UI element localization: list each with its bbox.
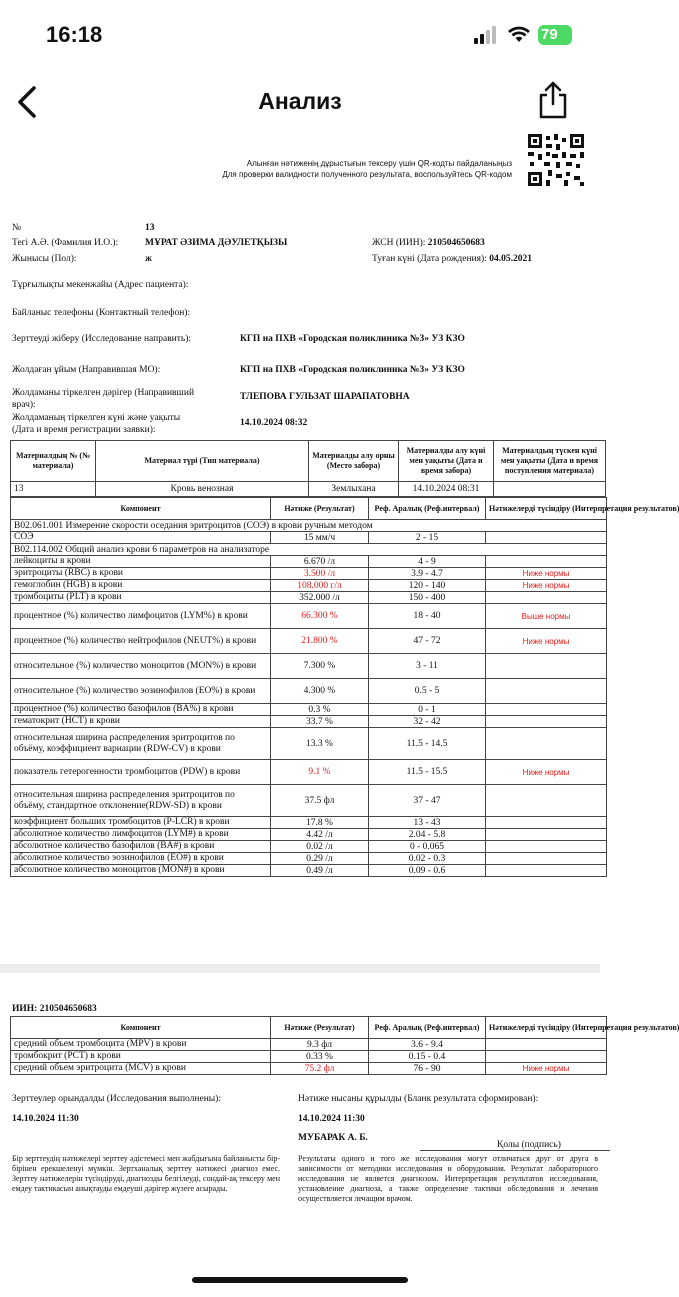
reference-cell: 120 - 140: [369, 580, 486, 592]
done-label: Зерттеулер орындалды (Исследования выполнены):: [12, 1094, 221, 1104]
table-row: [11, 568, 607, 580]
table-row: [11, 841, 607, 853]
interpretation-cell: [486, 704, 607, 716]
dob-value: 04.05.2021: [489, 254, 532, 264]
page-separator: [0, 964, 600, 973]
table-row: [11, 760, 607, 785]
reg-value: 14.10.2024 08:32: [240, 418, 308, 428]
reference-cell: 0.5 - 5: [369, 679, 486, 704]
battery-level: 79: [541, 26, 558, 43]
no-label: №: [12, 223, 22, 233]
table-row: [11, 785, 607, 817]
iin-value: 210504650683: [427, 238, 485, 248]
table-row: [11, 865, 607, 877]
result-cell: 15 мм/ч: [271, 532, 369, 544]
battery-indicator: [538, 25, 572, 45]
sex-value: ж: [145, 254, 152, 264]
page-title: Анализ: [258, 88, 342, 114]
reference-cell: 0 - 1: [369, 704, 486, 716]
reference-cell: 0.02 - 0.3: [369, 853, 486, 865]
mo-label: Жолдаған ұйым (Направившая МО):: [12, 365, 161, 375]
reference-cell: 47 - 72: [369, 629, 486, 654]
reg-label: [12, 412, 180, 436]
table-row: [11, 580, 607, 592]
material-header-cell: Материал түрі (Тип материала): [96, 441, 309, 482]
interpretation-cell: [486, 1039, 607, 1051]
table-row: [11, 704, 607, 716]
interpretation-cell: [486, 785, 607, 817]
result-cell: 0.02 /л: [271, 841, 369, 853]
interpretation-cell: [486, 716, 607, 728]
section-title: В02.114.002 Общий анализ крови 6 параметров на анализаторе: [11, 544, 607, 556]
result-cell: 352.000 /л: [271, 592, 369, 604]
component-cell: относительное (%) количество моноцитов (MON%) в крови: [11, 654, 271, 679]
table-row: [11, 817, 607, 829]
component-cell: тромбокрит (PCT) в крови: [11, 1051, 271, 1063]
component-cell: абсолютное количество моноцитов (MON#) в крови: [11, 865, 271, 877]
reg-label-line1: Жолдаманың тіркелген күні және уақыты: [12, 413, 181, 423]
material-row: [11, 482, 606, 497]
material-header-cell: Материалдың түскен күні мен уақыты (Дата и время поступления материала): [494, 441, 606, 482]
results-header-cell: Нәтижелерді түсіндіру (Интерпретация результатов): [486, 498, 607, 520]
dob-field: [372, 254, 532, 264]
table-row: [11, 556, 607, 568]
interpretation-cell: [486, 592, 607, 604]
qr-note-kz: Алынған нәтиженің дұрыстығын тексеру үшін QR-кодты пайдаланыңыз: [246, 159, 512, 168]
doctor-label-line2: врач):: [12, 400, 36, 410]
results-header-cell: Нәтиже (Результат): [271, 1017, 369, 1039]
wifi-icon: [508, 25, 530, 43]
table-row: [11, 728, 607, 760]
reference-cell: 18 - 40: [369, 604, 486, 629]
material-cell: 13: [11, 482, 96, 497]
result-cell: 0.3 %: [271, 704, 369, 716]
doctor-label: [12, 387, 194, 411]
table-row: [11, 629, 607, 654]
component-cell: процентное (%) количество нейтрофилов (NEUT%) в крови: [11, 629, 271, 654]
sex-label: Жынысы (Пол):: [12, 254, 77, 264]
result-cell: 37.5 фл: [271, 785, 369, 817]
interpretation-cell: [486, 829, 607, 841]
component-cell: гемоглобин (HGB) в крови: [11, 580, 271, 592]
interpretation-cell: Ниже нормы: [486, 580, 607, 592]
component-cell: гематокрит (HCT) в крови: [11, 716, 271, 728]
signature-line: [420, 1150, 610, 1151]
reference-cell: 3 - 11: [369, 654, 486, 679]
address-label: Тұрғылықты мекенжайы (Адрес пациента):: [12, 280, 189, 290]
phone-label: Байланыс телефоны (Контактный телефон):: [12, 308, 191, 318]
reference-cell: 3.9 - 4.7: [369, 568, 486, 580]
qr-note: [222, 158, 512, 180]
material-header-cell: Материалдың № (№ материала): [11, 441, 96, 482]
no-value: 13: [145, 223, 155, 233]
table-row: [11, 1051, 607, 1063]
iin-label: ЖСН (ИИН):: [372, 238, 426, 248]
qr-code: [528, 134, 584, 186]
share-icon[interactable]: [536, 80, 570, 120]
result-cell: 4.42 /л: [271, 829, 369, 841]
component-cell: коэффициент больших тромбоцитов (P-LCR) в крови: [11, 817, 271, 829]
material-header-cell: Материалды алу орны (Место забора): [309, 441, 399, 482]
component-cell: показатель гетерогенности тромбоцитов (PDW) в крови: [11, 760, 271, 785]
component-cell: абсолютное количество эозинофилов (EO#) в крови: [11, 853, 271, 865]
results-header-cell: Реф. Аралық (Реф.интервал): [369, 498, 486, 520]
qr-note-ru: Для проверки валидности полученного результата, воспользуйтесь QR-кодом: [222, 170, 512, 179]
iin-field: [372, 238, 485, 248]
component-cell: относительная ширина распределения эритроцитов по объёму, стандартное отклонение(RDW-SD) в крови: [11, 785, 271, 817]
interpretation-cell: Ниже нормы: [486, 568, 607, 580]
result-cell: 17.8 %: [271, 817, 369, 829]
result-cell: 0.49 /л: [271, 865, 369, 877]
mo-value: КГП на ПХВ «Городская поликлиника №3» УЗ КЗО: [240, 365, 465, 375]
formed-value: 14.10.2024 11:30: [298, 1114, 365, 1124]
formed-label: Нәтиже нысаны құрылды (Бланк результата сформирован):: [298, 1094, 539, 1104]
home-indicator[interactable]: [192, 1277, 408, 1283]
reference-cell: 76 - 90: [369, 1063, 486, 1075]
reference-cell: 0.09 - 0.6: [369, 865, 486, 877]
reference-cell: 2 - 15: [369, 532, 486, 544]
component-cell: относительное (%) количество эозинофилов (EO%) в крови: [11, 679, 271, 704]
reference-cell: 0.15 - 0.4: [369, 1051, 486, 1063]
results-header-cell: Нәтиже (Результат): [271, 498, 369, 520]
result-cell: 66.300 %: [271, 604, 369, 629]
section-title: В02.061.001 Измерение скорости оседания эритроцитов (СОЭ) в крови ручным методом: [11, 520, 607, 532]
reference-cell: 3.6 - 9.4: [369, 1039, 486, 1051]
component-cell: лейкоциты в крови: [11, 556, 271, 568]
result-cell: 75.2 фл: [271, 1063, 369, 1075]
status-time: 16:18: [46, 22, 103, 47]
table-row: [11, 853, 607, 865]
result-cell: 33.7 %: [271, 716, 369, 728]
component-cell: процентное (%) количество базофилов (BA%) в крови: [11, 704, 271, 716]
results-header-cell: Компонент: [11, 498, 271, 520]
component-cell: относительная ширина распределения эритроцитов по объёму, коэффициент вариации (RDW-CV) в крови: [11, 728, 271, 760]
table-row: [11, 716, 607, 728]
table-row: [11, 679, 607, 704]
section-row: [11, 544, 607, 556]
component-cell: абсолютное количество базофилов (BA#) в крови: [11, 841, 271, 853]
signer-name: МУБАРАК А. Б.: [298, 1133, 368, 1143]
section-row: [11, 520, 607, 532]
component-cell: эритроциты (RBC) в крови: [11, 568, 271, 580]
direct-label: Зерттеуді жіберу (Исследование направить):: [12, 334, 192, 344]
name-label: Тегі А.Ә. (Фамилия И.О.):: [12, 238, 119, 248]
component-cell: абсолютное количество лимфоцитов (LYM#) в крови: [11, 829, 271, 841]
table-row: [11, 592, 607, 604]
material-header-cell: Материалды алу күні мен уақыты (Дата и время забора): [399, 441, 494, 482]
direct-value: КГП на ПХВ «Городская поликлиника №3» УЗ КЗО: [240, 334, 465, 344]
reference-cell: 150 - 400: [369, 592, 486, 604]
interpretation-cell: [486, 865, 607, 877]
interpretation-cell: [486, 728, 607, 760]
reference-cell: 2.04 - 5.8: [369, 829, 486, 841]
material-cell: [494, 482, 606, 497]
reg-label-line2: (Дата и время регистрации заявки):: [12, 425, 156, 435]
dob-label: Туған күні (Дата рождения):: [372, 254, 487, 264]
result-cell: 13.3 %: [271, 728, 369, 760]
results-header-cell: Нәтижелерді түсіндіру (Интерпретация результатов): [486, 1017, 607, 1039]
interpretation-cell: [486, 556, 607, 568]
disclaimer-kz: Бір зерттеудің нәтижелері зерттеу әдістемесі мен жабдығына байланысты бір-бірінен ерекшеленуі мүмкін. Зертханалық зерттеу нәтижесі диагноз емес. Зерттеу нәтижелерін түсіндіруді, диагнозды белгілеуді, сондай-ақ тексеру мен емдеу тактикасын анықтауды емдеуші дәрігер жүзеге асырады.: [12, 1154, 280, 1193]
result-cell: 0.33 %: [271, 1051, 369, 1063]
material-header-row: [11, 441, 606, 482]
doctor-label-line1: Жолдаманы тіркелген дәрігер (Направивший: [12, 388, 195, 398]
name-value: МҰРАТ ӘЗИМА ДӘУЛЕТҚЫЗЫ: [145, 238, 288, 248]
result-cell: 6.670 /л: [271, 556, 369, 568]
interpretation-cell: [486, 853, 607, 865]
interpretation-cell: Ниже нормы: [486, 629, 607, 654]
result-cell: 108.000 г/л: [271, 580, 369, 592]
result-cell: 0.29 /л: [271, 853, 369, 865]
component-cell: СОЭ: [11, 532, 271, 544]
results-header-cell: Реф. Аралық (Реф.интервал): [369, 1017, 486, 1039]
result-cell: 9.1 %: [271, 760, 369, 785]
reference-cell: 37 - 47: [369, 785, 486, 817]
result-cell: 9.3 фл: [271, 1039, 369, 1051]
reference-cell: 32 - 42: [369, 716, 486, 728]
interpretation-cell: Ниже нормы: [486, 1063, 607, 1075]
table-row: [11, 829, 607, 841]
table-row: [11, 654, 607, 679]
result-cell: 7.300 %: [271, 654, 369, 679]
material-cell: Кровь венозная: [96, 482, 309, 497]
table-row: [11, 604, 607, 629]
component-cell: средний объем эритроцита (MCV) в крови: [11, 1063, 271, 1075]
result-cell: 21.800 %: [271, 629, 369, 654]
interpretation-cell: [486, 679, 607, 704]
reference-cell: 4 - 9: [369, 556, 486, 568]
interpretation-cell: [486, 817, 607, 829]
cellular-signal-icon: [474, 26, 498, 44]
material-table: [10, 440, 606, 497]
results-header-row: [11, 498, 607, 520]
interpretation-cell: Выше нормы: [486, 604, 607, 629]
results-table-page2: [10, 1016, 679, 1075]
interpretation-cell: Ниже нормы: [486, 760, 607, 785]
table-row: [11, 1063, 607, 1075]
disclaimer-ru: Результаты одного и того же исследования могут отличаться друг от друга в зависимости от методики исследования и оборудования. Результат лабораторного исследования не является диагнозом. Интерпретация результатов исследования, установление диагноза, а также определение тактики обследования и лечения осуществляется лечащим врачом.: [298, 1154, 598, 1203]
component-cell: средний объем тромбоцита (MPV) в крови: [11, 1039, 271, 1051]
results-table: [10, 497, 679, 877]
component-cell: тромбоциты (PLT) в крови: [11, 592, 271, 604]
doctor-value: ТЛЕПОВА ГУЛЬЗАТ ШАРАПАТОВНА: [240, 392, 410, 402]
interpretation-cell: [486, 532, 607, 544]
table-row: [11, 1039, 607, 1051]
results-header-cell: Компонент: [11, 1017, 271, 1039]
reference-cell: 13 - 43: [369, 817, 486, 829]
reference-cell: 11.5 - 14.5: [369, 728, 486, 760]
page2-iin: ИИН: 210504650683: [12, 1004, 97, 1014]
reference-cell: 11.5 - 15.5: [369, 760, 486, 785]
done-value: 14.10.2024 11:30: [12, 1114, 79, 1124]
interpretation-cell: [486, 841, 607, 853]
reference-cell: 0 - 0.065: [369, 841, 486, 853]
result-cell: 3.500 /л: [271, 568, 369, 580]
material-cell: 14.10.2024 08:31: [399, 482, 494, 497]
material-cell: Землыхана: [309, 482, 399, 497]
interpretation-cell: [486, 1051, 607, 1063]
result-cell: 4.300 %: [271, 679, 369, 704]
results-header-row: [11, 1017, 607, 1039]
signature-label: Қолы (подпись): [497, 1140, 561, 1150]
component-cell: процентное (%) количество лимфоцитов (LYM%) в крови: [11, 604, 271, 629]
interpretation-cell: [486, 654, 607, 679]
table-row: [11, 532, 607, 544]
